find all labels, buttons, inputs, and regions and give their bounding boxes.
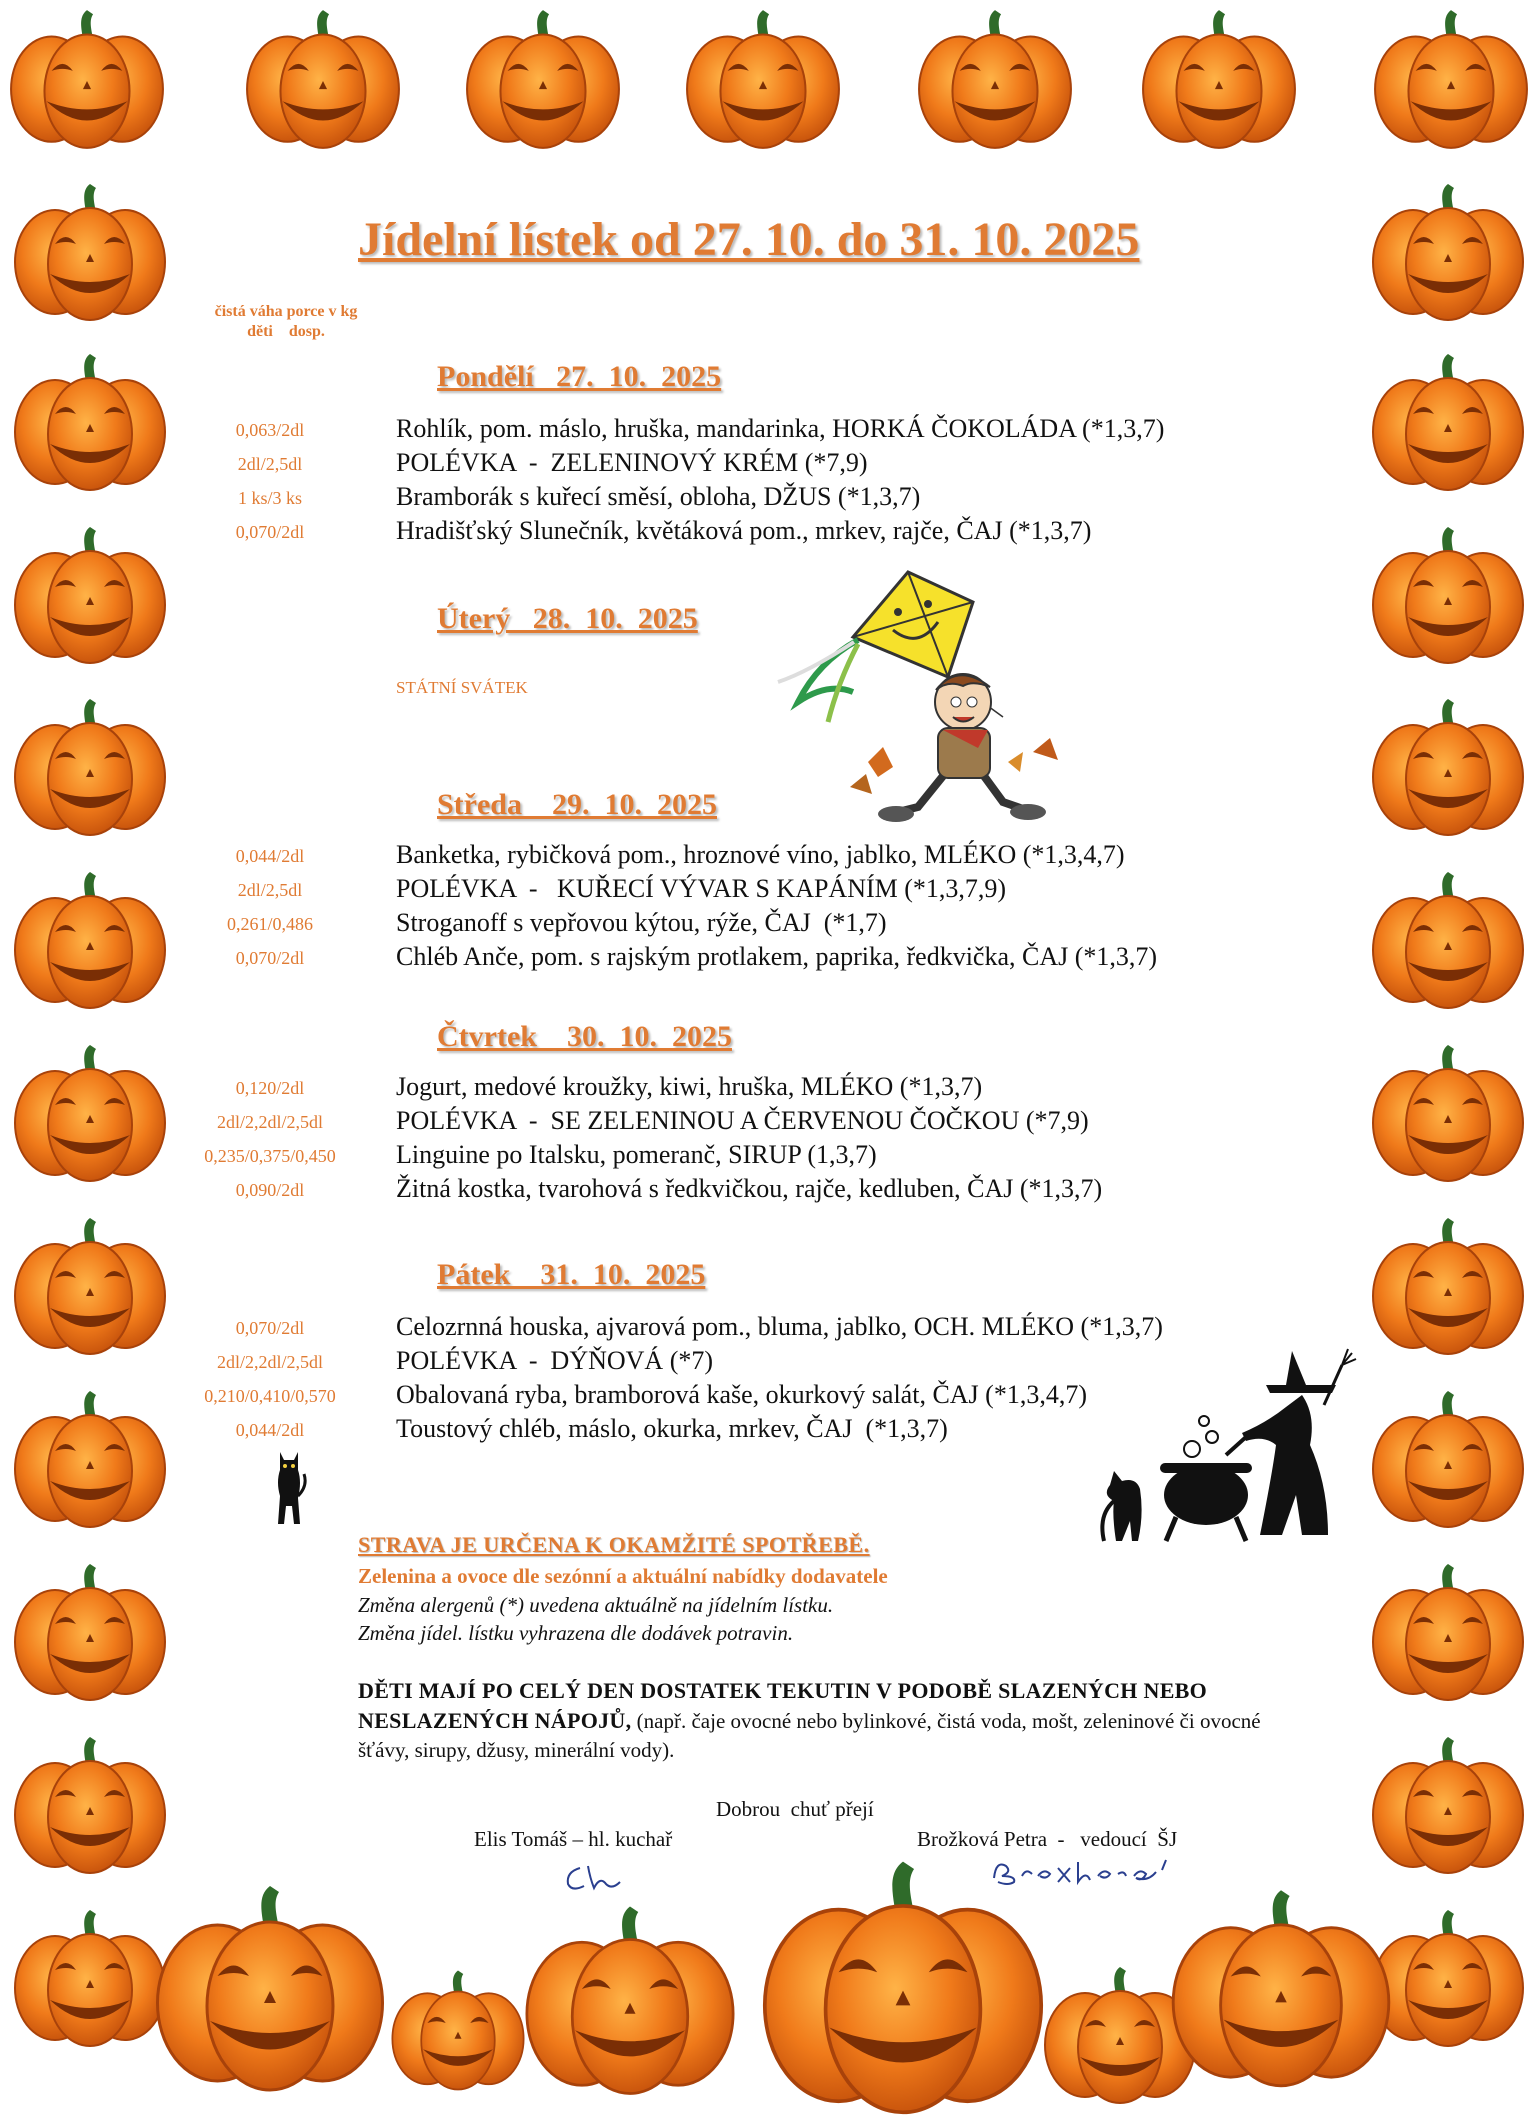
pumpkin-icon [1368, 697, 1528, 837]
menu-row [180, 942, 1310, 976]
pumpkin-icon [462, 8, 624, 150]
holiday-note: STÁTNÍ SVÁTEK [396, 678, 528, 697]
pumpkin-icon [10, 182, 170, 322]
pumpkin-icon [10, 1562, 170, 1702]
pumpkin-icon [1368, 525, 1528, 665]
pumpkin-icon [1368, 1562, 1528, 1702]
pumpkin-icon [682, 8, 844, 150]
pumpkin-icon [10, 525, 170, 665]
menu-item: POLÉVKA - KUŘECÍ VÝVAR S KAPÁNÍM (*1,3,7,9) [396, 874, 1007, 903]
notice-seasonal: Zelenina a ovoce dle sezónní a aktuální nabídky dodavatele [358, 1564, 888, 1588]
kite-kid-illustration [758, 562, 1098, 832]
pumpkin-icon [1368, 352, 1528, 492]
menu-item: POLÉVKA - ZELENINOVÝ KRÉM (*7,9) [396, 448, 868, 477]
menu-item: Obalovaná ryba, bramborová kaše, okurkový salát, ČAJ (*1,3,4,7) [396, 1380, 1087, 1409]
pumpkin-icon [388, 1960, 528, 2100]
pumpkin-icon [6, 8, 168, 150]
portion-weight: 1 ks/3 ks [237, 488, 302, 508]
pumpkin-icon [10, 1389, 170, 1529]
pumpkin-icon [10, 1216, 170, 1356]
menu-row [180, 840, 1310, 874]
portion-weight: 0,070/2dl [235, 1318, 305, 1338]
menu-row [180, 482, 1310, 516]
pumpkin-icon [10, 697, 170, 837]
drinks-notice-rest: (např. čaje ovocné nebo bylinkové, čistá voda, mošt, zeleninové či ovocné šťávy, sirupy, džusy, minerální vody). [358, 1709, 1261, 1762]
menu-item: Žitná kostka, tvarohová s ředkvičkou, rajče, kedluben, ČAJ (*1,3,7) [396, 1174, 1103, 1203]
menu-row [180, 1312, 1310, 1346]
pumpkin-icon [1370, 8, 1532, 150]
portion-weight: 0,044/2dl [235, 846, 305, 866]
menu-row [180, 414, 1310, 448]
menu-item: Toustový chléb, máslo, okurka, mrkev, ČAJ (*1,3,7) [396, 1414, 948, 1443]
portion-weight: 0,120/2dl [235, 1078, 305, 1098]
menu-row [180, 1140, 1310, 1174]
menu-row [180, 448, 1310, 482]
pumpkin-icon [738, 1858, 1068, 2116]
weight-header-line1: čistá váha porce v kg [214, 303, 358, 320]
page-title: Jídelní lístek od 27. 10. do 31. 10. 2025 [358, 213, 1140, 266]
menu-item: POLÉVKA - DÝŇOVÁ (*7) [396, 1346, 714, 1375]
day-heading-monday: Pondělí 27. 10. 2025 [437, 360, 722, 393]
greeting: Dobrou chuť přejí [716, 1797, 874, 1821]
menu-item: Rohlík, pom. máslo, hruška, mandarinka, HORKÁ ČOKOLÁDA (*1,3,7) [396, 414, 1165, 443]
drinks-notice [358, 1676, 1298, 1765]
drinks-notice-bold: DĚTI MAJÍ PO CELÝ DEN DOSTATEK TEKUTIN V PODOBĚ SLAZENÝCH NEBO NESLAZENÝCH NÁPOJŮ, [358, 1678, 1208, 1733]
notice-menu-changes: Změna jídel. lístku vyhrazena dle dodávek potravin. [358, 1621, 794, 1645]
menu-item: Chléb Anče, pom. s rajským protlakem, paprika, ředkvička, ČAJ (*1,3,7) [396, 942, 1158, 971]
pumpkin-icon [1368, 1389, 1528, 1529]
menu-row [180, 1072, 1310, 1106]
day-heading-thursday: Čtvrtek 30. 10. 2025 [437, 1020, 732, 1053]
day-heading-friday: Pátek 31. 10. 2025 [437, 1258, 706, 1291]
menu-item: Banketka, rybičková pom., hroznové víno, jablko, MLÉKO (*1,3,4,7) [396, 840, 1125, 869]
portion-weight: 2dl/2,5dl [237, 880, 303, 900]
weight-header [196, 302, 376, 342]
pumpkin-icon [914, 8, 1076, 150]
pumpkin-icon [1138, 8, 1300, 150]
signature-chef: Elis Tomáš – hl. kuchař [474, 1827, 673, 1851]
menu-item: Jogurt, medové kroužky, kiwi, hruška, MLÉKO (*1,3,7) [396, 1072, 983, 1101]
menu-item: Hradišťský Slunečník, květáková pom., mrkev, rajče, ČAJ (*1,3,7) [396, 516, 1092, 545]
menu-row [180, 516, 1310, 550]
pumpkin-icon [1368, 1216, 1528, 1356]
portion-weight: 0,090/2dl [235, 1180, 305, 1200]
menu-row [180, 1174, 1310, 1208]
portion-weight: 2dl/2,2dl/2,5dl [216, 1112, 323, 1132]
pumpkin-icon [1368, 182, 1528, 322]
pumpkin-icon [10, 1908, 170, 2048]
portion-weight: 0,235/0,375/0,450 [204, 1146, 336, 1166]
weight-header-line2: děti dosp. [247, 323, 325, 340]
pumpkin-icon [1368, 870, 1528, 1010]
portion-weight: 2dl/2,5dl [237, 454, 303, 474]
pumpkin-icon [10, 352, 170, 492]
pumpkin-icon [242, 8, 404, 150]
portion-weight: 0,070/2dl [235, 948, 305, 968]
pumpkin-icon [10, 870, 170, 1010]
portion-weight: 2dl/2,2dl/2,5dl [216, 1352, 323, 1372]
menu-item: Celozrnná houska, ajvarová pom., bluma, jablko, OCH. MLÉKO (*1,3,7) [396, 1312, 1163, 1341]
pumpkin-icon [1368, 1735, 1528, 1875]
menu-row [180, 874, 1310, 908]
portion-weight: 0,210/0,410/0,570 [204, 1386, 336, 1406]
pumpkin-icon [150, 1878, 390, 2098]
black-cat-icon [272, 1446, 308, 1530]
handwritten-signature-manager [986, 1852, 1186, 1892]
portion-weight: 0,044/2dl [235, 1420, 305, 1440]
menu-row [180, 908, 1310, 942]
notice-immediate-consumption: STRAVA JE URČENA K OKAMŽITÉ SPOTŘEBĚ. [358, 1532, 870, 1557]
menu-item: Stroganoff s vepřovou kýtou, rýže, ČAJ (*1,7) [396, 908, 887, 937]
pumpkin-icon [520, 1900, 740, 2100]
day-heading-wednesday: Středa 29. 10. 2025 [437, 788, 717, 821]
portion-weight: 0,261/0,486 [226, 914, 313, 934]
pumpkin-icon [1368, 1043, 1528, 1183]
day-heading-tuesday: Úterý 28. 10. 2025 [437, 602, 698, 635]
handwritten-signature-chef [560, 1858, 660, 1898]
menu-item: POLÉVKA - SE ZELENINOU A ČERVENOU ČOČKOU (*7,9) [396, 1106, 1089, 1135]
menu-row [180, 1106, 1310, 1140]
pumpkin-icon [1166, 1878, 1396, 2098]
notice-allergens: Změna alergenů (*) uvedena aktuálně na jídelním lístku. [358, 1593, 834, 1617]
pumpkin-icon [10, 1735, 170, 1875]
menu-item: Linguine po Italsku, pomeranč, SIRUP (1,3,7) [396, 1140, 877, 1169]
pumpkin-icon [10, 1043, 170, 1183]
portion-weight: 0,063/2dl [235, 420, 305, 440]
signature-manager: Brožková Petra - vedoucí ŠJ [917, 1827, 1178, 1851]
portion-weight: 0,070/2dl [235, 522, 305, 542]
witch-cauldron-illustration [1096, 1345, 1358, 1545]
menu-item: Bramborák s kuřecí směsí, obloha, DŽUS (*1,3,7) [396, 482, 921, 511]
